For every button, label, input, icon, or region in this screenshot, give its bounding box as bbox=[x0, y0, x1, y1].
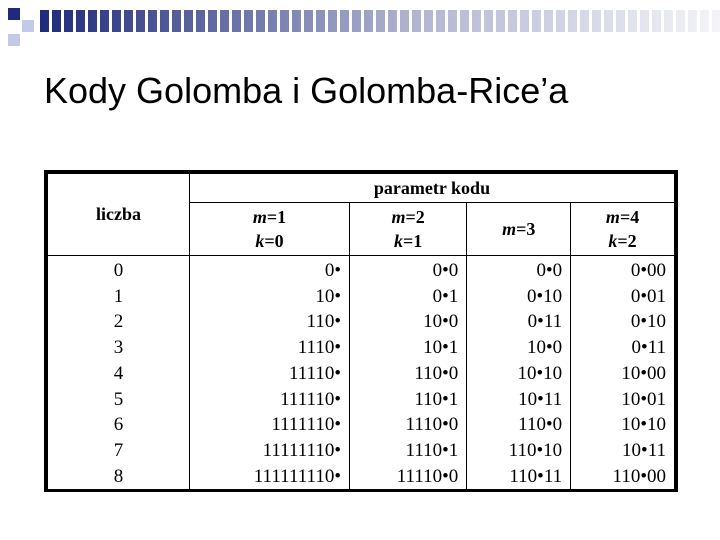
table-cell: 0•11 bbox=[631, 337, 666, 359]
table-cell: 5 bbox=[113, 388, 124, 410]
table-cell: 0•10 bbox=[526, 285, 563, 307]
param-k: k bbox=[394, 231, 403, 251]
table-cell: 10•10 bbox=[621, 414, 666, 436]
table-cell: 1110•0 bbox=[405, 414, 459, 436]
table-cell: 2 bbox=[113, 311, 124, 333]
table-cell: 8 bbox=[113, 465, 124, 487]
table-cell: 0•0 bbox=[536, 260, 563, 281]
table-cell: 10•10 bbox=[517, 362, 563, 384]
table-cell: 0•0 bbox=[432, 260, 459, 281]
header-liczba: liczba bbox=[48, 174, 190, 256]
table-cell: 1111110• bbox=[271, 414, 341, 436]
table-cell: 0 bbox=[113, 260, 124, 281]
table-cell: 110•10 bbox=[508, 439, 563, 461]
table-cell: 110•0 bbox=[518, 414, 563, 436]
header-m2-k1 bbox=[349, 203, 466, 256]
table-cell: 0•10 bbox=[630, 311, 666, 333]
param-m: m bbox=[502, 219, 517, 239]
table-cell: 0•01 bbox=[630, 285, 666, 307]
table-cell: 0•1 bbox=[432, 285, 459, 307]
column-m2 bbox=[349, 256, 466, 490]
param-k: k bbox=[608, 231, 618, 251]
table-cell: 10•11 bbox=[518, 388, 563, 410]
table-cell: 10•11 bbox=[622, 439, 666, 461]
decor-square-light bbox=[8, 34, 20, 46]
column-m3 bbox=[467, 256, 571, 490]
table-cell: 1110• bbox=[297, 337, 341, 359]
table-cell: 4 bbox=[113, 362, 124, 384]
table-cell: 0• bbox=[324, 260, 341, 281]
table-cell: 7 bbox=[113, 439, 124, 461]
header-param: parametr kodu bbox=[190, 174, 675, 203]
param-m: m bbox=[391, 207, 406, 227]
table-cell: 1110•1 bbox=[405, 439, 459, 461]
param-k-value: =1 bbox=[403, 231, 423, 251]
table-cell: 1 bbox=[113, 285, 124, 307]
table-cell: 10•01 bbox=[621, 388, 666, 410]
golomb-table bbox=[44, 170, 678, 492]
table-cell: 10•00 bbox=[621, 362, 666, 384]
table-cell: 110•00 bbox=[612, 465, 666, 487]
param-m: m bbox=[252, 207, 267, 227]
table-cell: 3 bbox=[113, 337, 124, 359]
table-cell: 0•00 bbox=[630, 260, 666, 281]
table-cell: 10•0 bbox=[423, 311, 459, 333]
table-cell: 11110• bbox=[288, 362, 341, 384]
table-cell: 110•11 bbox=[509, 465, 563, 487]
table-cell: 111110• bbox=[280, 388, 341, 410]
decor-gradient-bar bbox=[40, 10, 720, 32]
param-m-value: =4 bbox=[619, 207, 640, 227]
table-cell: 11111110• bbox=[262, 439, 341, 461]
table-cell: 11110•0 bbox=[396, 465, 459, 487]
param-k-value: =2 bbox=[617, 231, 637, 251]
column-m4 bbox=[571, 256, 675, 490]
header-m1-k0 bbox=[190, 203, 350, 256]
header-m3 bbox=[467, 203, 571, 256]
table-cell: 0•11 bbox=[527, 311, 563, 333]
param-k: k bbox=[255, 231, 265, 251]
code-table bbox=[47, 173, 675, 490]
table-cell: 110•0 bbox=[414, 362, 459, 384]
slide-title: Kody Golomba i Golomba-Rice’a bbox=[44, 70, 569, 111]
param-m-value: =2 bbox=[405, 207, 425, 227]
table-cell: 110• bbox=[306, 311, 341, 333]
table-cell: 10•0 bbox=[526, 337, 563, 359]
decor-square-light bbox=[22, 20, 34, 32]
table-cell: 6 bbox=[113, 414, 124, 436]
param-m-value: =1 bbox=[266, 207, 287, 227]
column-m1 bbox=[190, 256, 350, 490]
table-cell: 110•1 bbox=[414, 388, 459, 410]
table-cell: 10• bbox=[315, 285, 341, 307]
header-m4-k2 bbox=[571, 203, 675, 256]
param-m-value: =3 bbox=[516, 219, 536, 239]
param-m: m bbox=[605, 207, 620, 227]
table-cell: 111111110• bbox=[253, 465, 341, 487]
decor-square-navy bbox=[8, 8, 20, 20]
table-cell: 10•1 bbox=[423, 337, 459, 359]
param-k-value: =0 bbox=[264, 231, 284, 251]
column-liczba bbox=[48, 256, 190, 490]
